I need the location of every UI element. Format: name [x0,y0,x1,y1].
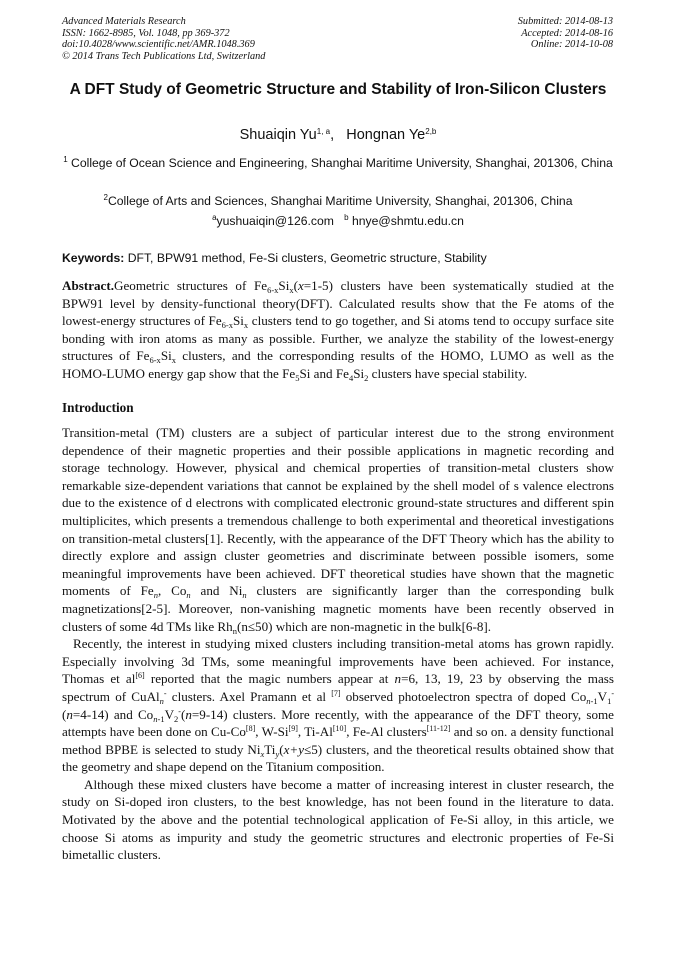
citation-ref[interactable]: [11-12] [426,724,451,734]
subscript: n [153,590,158,601]
affiliation-1 [62,155,614,172]
subscript: 4 [348,372,354,383]
paragraph-text: and so on. a density functional method BPBE is selected to study Ni [62,724,614,757]
paragraph-text: clusters. Axel Pramann et al [166,688,332,704]
subscript: -1 [157,713,165,724]
author-name: Shuaiqin Yu [239,127,317,143]
paragraph-text: observed photoelectron spectra of doped Co [340,688,587,704]
journal-issn: ISSN: 1662-8985, Vol. 1048, pp 369-372 [62,27,230,39]
math-variable: x [297,278,304,293]
affiliation-text: College of Arts and Sciences, Shanghai Maritime University, Shanghai, 201306, China [107,194,573,208]
abstract-text: Si and Fe [299,365,349,381]
paragraph-text: V [597,688,608,704]
abstract-text: Geometric structures of Fe [114,278,268,293]
paragraph-text: ( [279,741,284,757]
paragraph-text: , Ti-Al [297,724,333,740]
abstract-text: clusters, and the corresponding results of the HOMO, LUMO as well as the HOMO-LUMO energy gap show that the Fe [62,348,614,381]
affiliation-2 [62,193,614,210]
author-affiliation-mark: 1, a [316,127,331,136]
abstract-text: ( [293,278,298,293]
email-link[interactable]: hnye@shmtu.edu.cn [351,214,464,228]
paragraph-text: Recently, the interest in studying mixed clusters including transition-metal atoms has grown rapidly. Especially involving 3d TMs, some meaningful improvements have been achieved. For instance, Thomas et al [62,636,614,687]
math-variable: n [394,671,402,687]
paragraph-text: =6, 13, 19, 23 by observing the mass spectrum of CuAl [62,671,614,704]
subscript: 6-x [149,355,161,366]
email-mark: a [212,213,217,222]
paragraph [62,424,614,635]
paragraph-text: Ti [264,741,276,757]
paragraph-text: Transition-metal (TM) clusters are a subject of particular interest due to the strong environment dependence of their magnetic properties and their possible applications in magnetic recording and storage technology. However, physical and chemical properties of transition-metal clusters show remarkable size-dependent variations that cannot be explained by the shell model of s valence electrons due to the existence of d electrons with complicated electronic ground-state structures and different spin multiplicites, which presents a tremendous challenge to both experimental and theoretical investigations on transition-metal clusters[1]. Recently, with the appearance of the DFT Theory which has the ability to directly explore and assign cluster geometries and discriminate between possible isomers, some meaningful improvements have been achieved. DFT theoretical studies have shown that the magnetic moments of Fe [62,425,614,599]
journal-doi: doi:10.4028/www.scientific.net/AMR.1048.369 [62,39,255,51]
email-mark: b [344,213,349,222]
publication-dates [518,16,613,51]
paragraph-text: , W-Si [255,724,289,740]
section-heading-introduction: Introduction [62,400,134,415]
superscript: - [163,688,167,698]
paper-title: A DFT Study of Geometric Structure and Stability of Iron-Silicon Clusters [69,81,607,98]
keywords [62,251,614,265]
submitted-date: Submitted: 2014-08-13 [517,16,613,27]
subscript: 2 [174,713,179,724]
paragraph-text: , Co [158,583,187,599]
journal-name: Advanced Materials Research [62,16,186,27]
abstract-text: =1-5) clusters have been systematically studied at the BPW91 level by density-functional theory(DFT). Calculated results show that the Fe atoms of the lowest-energy structures of Fe [62,278,614,329]
subscript: 2 [364,372,369,383]
paragraph-text: clusters are significantly larger than the corresponding bulk magnetizations[2-5]. Moreover, non-vanishing magnetic moments have been recently observed in clusters of some 4d TMs like Rh [62,583,615,634]
abstract-text: Si [353,365,365,381]
subscript: n [186,590,191,601]
subscript: n [242,590,247,601]
subscript: x [171,355,176,366]
paragraph-text: reported that the magic numbers appear at [144,671,395,687]
paragraph-text: =4-14) and Co [72,706,154,722]
online-date: Online: 2014-10-08 [530,39,613,51]
author-list [62,127,614,143]
subscript: 6-x [221,320,233,331]
paragraph-text: ( [180,706,186,722]
subscript: -1 [590,695,598,706]
journal-meta [62,16,265,62]
abstract-text: clusters have special stability. [368,365,528,381]
author-separator: , [330,127,335,143]
subscript: n [586,695,591,706]
subscript: n [232,625,237,636]
math-variable: x+y [283,741,305,757]
citation-ref[interactable]: [7] [331,688,341,698]
introduction-body [62,424,614,864]
author-affiliation-mark: 2,b [425,127,437,136]
author-name: Hongnan Ye [346,127,426,143]
abstract [62,277,614,383]
paragraph-text: , Fe-Al clusters [346,724,427,740]
subscript: n [153,713,158,724]
math-variable: n [66,706,73,722]
subscript: x [289,285,294,295]
citation-ref[interactable]: [9] [288,724,298,734]
abstract-text: Si [160,348,172,364]
author-emails [62,213,614,230]
paragraph-text: and Ni [190,583,243,599]
affiliation-mark: 2 [103,193,108,202]
subscript: y [275,748,280,759]
subscript: 5 [295,372,300,383]
superscript: - [178,706,181,716]
affiliation-mark: 1 [63,155,68,164]
abstract-label: Abstract. [62,278,114,293]
citation-ref[interactable]: [6] [135,671,145,681]
accepted-date: Accepted: 2014-08-16 [521,27,613,39]
subscript: x [243,320,249,331]
paragraph-text: (n≤50) which are non-magnetic in the bulk[6-8]. [236,618,492,634]
subscript: n [159,695,164,706]
abstract-text: clusters tend to go together, and Si atoms tend to occupy surface site bonding with iron atoms as many as possible. Further, we analyze the stability of the lowest-energy structures of Fe [62,313,614,364]
paragraph-text: ( [62,706,67,722]
superscript: - [611,688,614,698]
subscript: 1 [607,695,612,706]
citation-ref[interactable]: [8] [245,724,256,734]
paragraph: Although these mixed clusters have become a matter of increasing interest in cluster research, the study on Si-doped iron clusters, to the best knowledge, has not been found in the literature to data. Motivated by the above and the potential technological application of Fe-Si alloy, in this article, we choose Si atoms as impurity and study the geometric structures and electronic properties of Fe-Si bimetallic clusters. [62,776,614,863]
subscript: 6-x [267,285,279,295]
affiliation-text: College of Ocean Science and Engineering, Shanghai Maritime University, Shanghai, 201306, China [71,156,613,170]
keywords-text: DFT, BPW91 method, Fe-Si clusters, Geometric structure, Stability [127,251,487,265]
citation-ref[interactable]: [10] [332,724,347,734]
keywords-label: Keywords: [62,251,125,265]
paragraph-text: =9-14) clusters. More recently, with the appearance of the DFT theory, some attempts have been done on Cu-Co [62,706,614,740]
subscript: x [260,748,265,759]
paragraph-text: V [164,706,175,722]
abstract-text: Si [232,313,244,329]
email-link[interactable]: yushuaiqin@126.com [216,214,334,228]
math-variable: n [185,706,192,722]
abstract-text: Si [278,278,290,293]
paragraph [62,635,614,776]
paragraph-text: ≤5) clusters, and the theoretical results obtained show that the geometry and shape depend on the Titanium composition. [62,741,614,775]
journal-copyright: © 2014 Trans Tech Publications Ltd, Switzerland [62,50,266,62]
